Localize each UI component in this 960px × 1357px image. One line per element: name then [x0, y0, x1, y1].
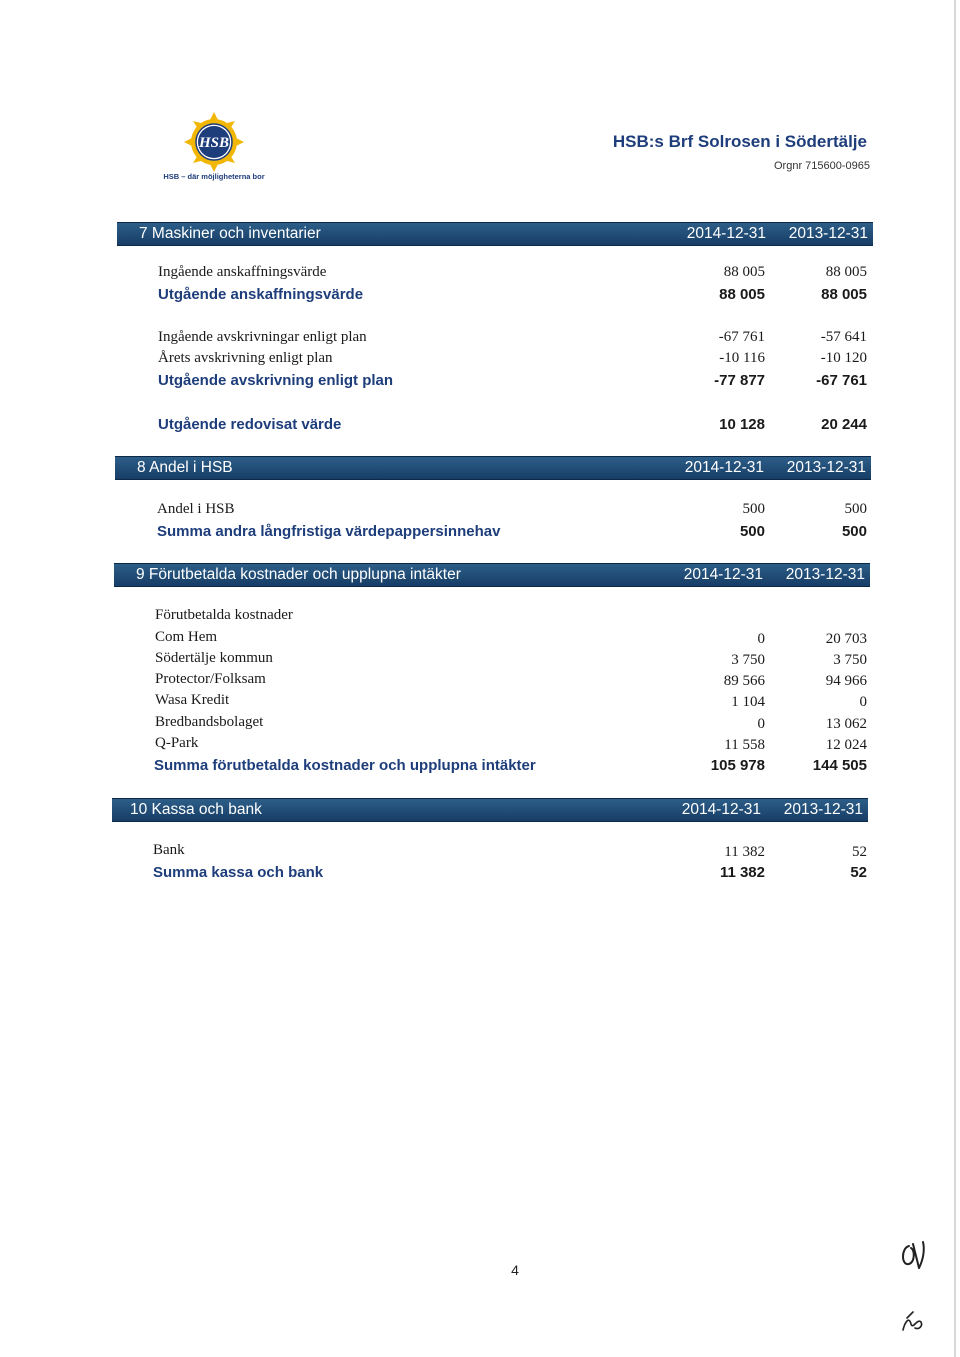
table-row — [0, 650, 960, 670]
note-9-header-bar — [114, 563, 870, 587]
note-9-title: 9 Förutbetalda kostnader och upplupna intäkter — [136, 566, 461, 583]
table-row-total — [0, 523, 960, 543]
table-row — [0, 501, 960, 521]
row-label: Summa förutbetalda kostnader och upplupna intäkter — [154, 757, 536, 774]
row-value-2013: 3 750 — [833, 652, 867, 668]
table-row — [0, 735, 960, 755]
row-value-2014: 0 — [757, 631, 765, 647]
note-9-col-2014: 2014-12-31 — [683, 566, 763, 583]
row-value-2013: 20 703 — [825, 631, 867, 647]
row-value-2014: 500 — [742, 501, 765, 517]
note-7-title: 7 Maskiner och inventarier — [139, 225, 321, 242]
note-7-col-2013: 2013-12-31 — [788, 225, 868, 242]
row-value-2014: 88 005 — [719, 286, 765, 303]
note-10-col-2014: 2014-12-31 — [681, 801, 761, 818]
row-value-2014: 11 382 — [724, 844, 765, 860]
row-label: Ingående anskaffningsvärde — [158, 264, 327, 280]
table-row — [0, 671, 960, 691]
row-value-2014: -10 116 — [719, 350, 765, 366]
row-value-2013: 88 005 — [821, 286, 867, 303]
row-label: Bredbandsbolaget — [155, 714, 264, 730]
table-row — [0, 607, 960, 627]
table-row-total — [0, 286, 960, 306]
row-value-2013: -10 120 — [820, 350, 867, 366]
organization-name: HSB:s Brf Solrosen i Södertälje — [612, 132, 867, 151]
table-row — [0, 629, 960, 649]
row-value-2014: 0 — [757, 716, 765, 732]
row-label: Utgående redovisat värde — [158, 416, 342, 433]
table-row — [0, 329, 960, 349]
table-row — [0, 842, 960, 862]
row-label: Andel i HSB — [157, 501, 235, 517]
hsb-logo — [150, 108, 278, 184]
row-label: Ingående avskrivningar enligt plan — [158, 329, 367, 345]
row-value-2014: 88 005 — [723, 264, 765, 280]
row-value-2013: 88 005 — [825, 264, 867, 280]
row-value-2014: 11 558 — [724, 737, 765, 753]
handwritten-initials — [895, 1238, 935, 1343]
note-10-header-bar — [112, 798, 868, 822]
row-value-2014: -77 877 — [714, 372, 765, 389]
row-value-2013: 20 244 — [821, 416, 867, 433]
row-value-2014: 1 104 — [731, 694, 765, 710]
row-value-2013: 144 505 — [812, 757, 867, 774]
note-9-col-2013: 2013-12-31 — [785, 566, 865, 583]
organization-number: Orgnr 715600-0965 — [773, 160, 870, 172]
table-row-total — [0, 864, 960, 884]
table-row-total — [0, 757, 960, 777]
table-row-total — [0, 416, 960, 436]
row-value-2013: -67 761 — [816, 372, 867, 389]
row-value-2013: 0 — [859, 694, 867, 710]
note-10-col-2013: 2013-12-31 — [783, 801, 863, 818]
row-label: Protector/Folksam — [155, 671, 266, 687]
logo-monogram: HSB — [198, 135, 230, 151]
note-8-col-2014: 2014-12-31 — [684, 459, 764, 476]
page-number: 4 — [511, 1262, 519, 1278]
row-value-2013: 12 024 — [825, 737, 867, 753]
row-label: Q-Park — [155, 735, 199, 751]
note-8-title: 8 Andel i HSB — [137, 459, 233, 476]
row-label: Årets avskrivning enligt plan — [158, 350, 333, 366]
note-8-header-bar — [115, 456, 871, 480]
table-row-total — [0, 372, 960, 392]
row-value-2013: 52 — [852, 844, 867, 860]
note-7-col-2014: 2014-12-31 — [686, 225, 766, 242]
signature-initials-icon — [895, 1238, 935, 1338]
logo-tagline: HSB – där möjligheterna bor — [163, 172, 265, 181]
row-value-2013: 52 — [850, 864, 867, 881]
hsb-logo-icon — [150, 108, 278, 172]
row-value-2014: -67 761 — [718, 329, 765, 345]
row-label: Utgående avskrivning enligt plan — [158, 372, 394, 389]
row-value-2014: 10 128 — [719, 416, 765, 433]
row-label: Wasa Kredit — [155, 692, 230, 708]
row-label: Bank — [153, 842, 185, 858]
row-label: Summa andra långfristiga värdepappersinnehav — [157, 523, 501, 540]
row-label: Utgående anskaffningsvärde — [158, 286, 364, 303]
row-value-2013: -57 641 — [820, 329, 867, 345]
note-8-col-2013: 2013-12-31 — [786, 459, 866, 476]
note-7-header-bar — [117, 222, 873, 246]
row-label: Summa kassa och bank — [153, 864, 324, 881]
row-value-2013: 94 966 — [825, 673, 867, 689]
table-row — [0, 264, 960, 284]
row-label: Södertälje kommun — [155, 650, 273, 666]
row-value-2014: 89 566 — [723, 673, 765, 689]
row-value-2013: 500 — [844, 501, 867, 517]
table-row — [0, 714, 960, 734]
row-value-2013: 500 — [841, 523, 867, 540]
table-row — [0, 350, 960, 370]
note-10-title: 10 Kassa och bank — [130, 801, 262, 818]
row-value-2013: 13 062 — [825, 716, 867, 732]
row-value-2014: 500 — [739, 523, 765, 540]
table-row — [0, 692, 960, 712]
row-value-2014: 105 978 — [710, 757, 765, 774]
row-value-2014: 11 382 — [719, 864, 765, 881]
row-label: Förutbetalda kostnader — [155, 607, 293, 623]
row-label: Com Hem — [155, 629, 218, 645]
row-value-2014: 3 750 — [731, 652, 765, 668]
